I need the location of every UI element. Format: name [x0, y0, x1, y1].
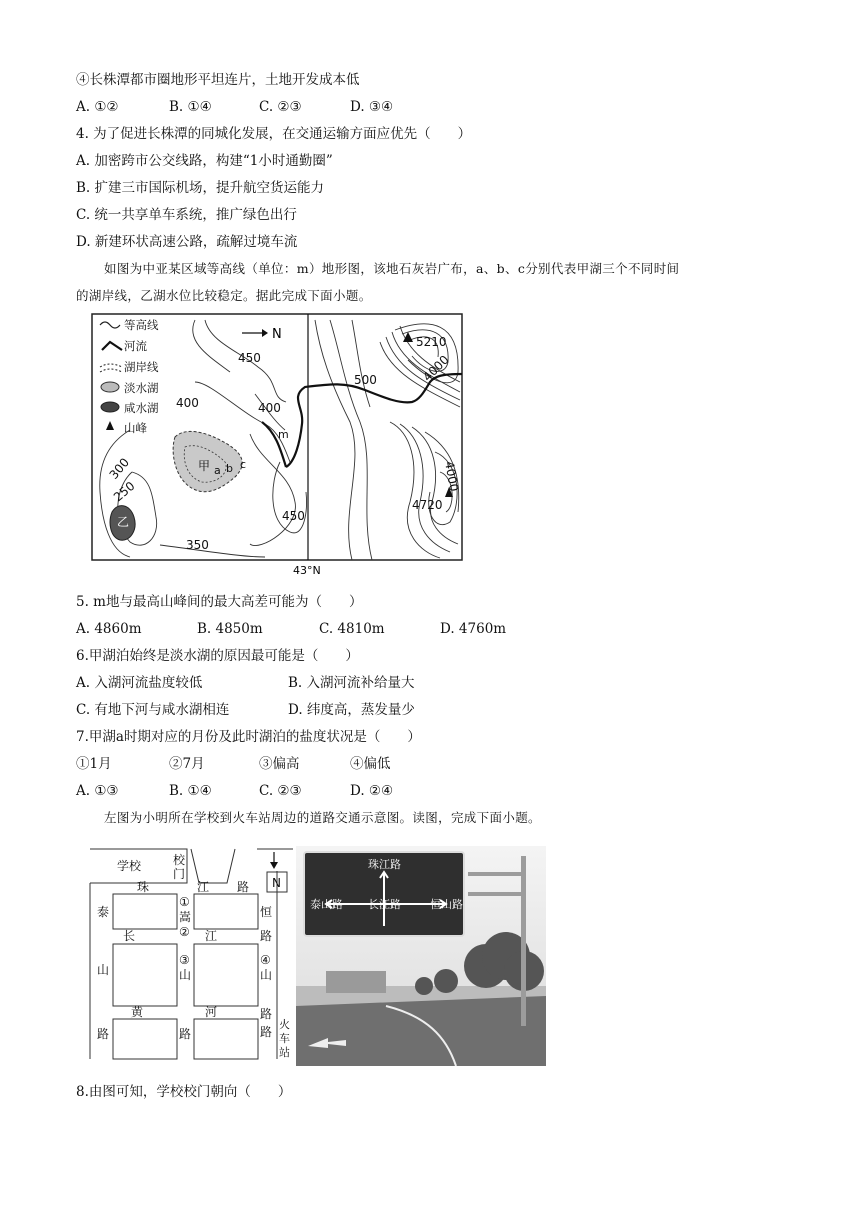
q5-stem: 5. m地与最高山峰间的最大高差可能为（ ）	[76, 594, 363, 610]
q7-stem: 7.甲湖a时期对应的月份及此时湖泊的盐度状况是（ ）	[76, 729, 421, 745]
school-label: 学校	[117, 859, 142, 873]
taishan-1: 泰	[97, 905, 110, 919]
sign-right: 恒山路	[430, 898, 463, 911]
heng-2: 路	[260, 929, 273, 943]
station-3: 站	[279, 1046, 290, 1059]
q7-item-3: ③偏高	[259, 756, 300, 772]
zhujiang-1: 珠	[137, 880, 150, 894]
legend-contour: 等高线	[124, 318, 159, 332]
q3-item-4: ④长株潭都市圈地形平坦连片，土地开发成本低	[76, 72, 360, 88]
shan3-1: ③	[179, 953, 190, 967]
heng-5: 路	[260, 1007, 273, 1021]
point-m: m	[278, 428, 289, 441]
q6-options-row2	[76, 701, 776, 719]
shan3-2: 山	[179, 968, 192, 982]
contour-300: 300	[106, 455, 133, 482]
q7-option-d[interactable]: D. ②④	[350, 783, 394, 799]
q3-option-b[interactable]: B. ①④	[169, 99, 212, 115]
shoreline-a: a	[214, 464, 221, 477]
q4-option-a[interactable]: A. 加密跨市公交线路，构建“1小时通勤圈”	[76, 153, 333, 169]
q7-item-4: ④偏低	[350, 756, 391, 772]
q7-option-c[interactable]: C. ②③	[259, 783, 302, 799]
q4-stem: 4. 为了促进长株潭的同城化发展，在交通运输方面应优先（ ）	[76, 126, 472, 142]
q6-option-a[interactable]: A. 入湖河流盐度较低	[76, 675, 203, 691]
shoreline-b: b	[226, 462, 233, 475]
sign-center: 长江路	[368, 898, 401, 911]
q3-option-a[interactable]: A. ①②	[76, 99, 119, 115]
huanghe-1: 黄	[131, 1005, 144, 1019]
q3-option-c[interactable]: C. ②③	[259, 99, 302, 115]
heng-6: 路	[260, 1025, 273, 1039]
intro-2-line-2: 的湖岸线，乙湖水位比较稳定。据此完成下面小题。	[76, 288, 372, 303]
q5-option-b[interactable]: B. 4850m	[197, 621, 263, 637]
intro-3: 左图为小明所在学校到火车站周边的道路交通示意图。读图，完成下面小题。	[104, 810, 541, 825]
q4-option-c[interactable]: C. 统一共享单车系统，推广绿色出行	[76, 207, 297, 223]
contour-250: 250	[110, 478, 138, 505]
gate-label-1: 校	[173, 853, 186, 867]
heng-3: ④	[260, 953, 271, 967]
legend-freshwater-lake: 淡水湖	[124, 381, 159, 395]
lake-jia-label: 甲	[198, 459, 211, 473]
station-2: 车	[279, 1032, 290, 1045]
q5-options	[76, 620, 776, 638]
gate-label-2: 门	[173, 867, 186, 881]
songshan-1: ①	[179, 895, 190, 909]
heng-4: 山	[260, 968, 273, 982]
q4-option-b[interactable]: B. 扩建三市国际机场，提升航空货运能力	[76, 180, 325, 196]
legend-river: 河流	[124, 339, 147, 353]
legend-shoreline: 湖岸线	[124, 360, 159, 374]
north-label-2: N	[272, 876, 281, 890]
north-label: N	[272, 327, 282, 342]
heng-1: 恒	[260, 905, 273, 919]
road-map	[87, 846, 297, 1066]
q7-item-1: ①1月	[76, 756, 112, 772]
legend-peak: 山峰	[124, 421, 147, 435]
songshan-2: 嵩	[179, 910, 192, 924]
q5-option-d[interactable]: D. 4760m	[440, 621, 507, 637]
q6-option-d[interactable]: D. 纬度高，蒸发量少	[288, 702, 415, 718]
station-1: 火	[279, 1018, 290, 1031]
shoreline-c: c	[240, 458, 247, 471]
zhujiang-3: 路	[237, 880, 250, 894]
q3-options	[76, 98, 776, 116]
lake-yi-label: 乙	[117, 515, 130, 529]
road-sign-photo	[296, 846, 546, 1066]
taishan-2: 山	[97, 963, 110, 977]
contour-4000-right: 4000	[442, 460, 462, 493]
changjiang-1: 长	[123, 929, 136, 943]
intro-2-line-1: 如图为中亚某区域等高线（单位：m）地形图，该地石灰岩广布，a、b、c分别代表甲湖三个不同时间	[104, 261, 680, 276]
sign-left: 泰山路	[310, 898, 343, 911]
contour-map	[90, 312, 466, 576]
contour-4000-top: 4000	[420, 352, 452, 385]
q7-item-2: ②7月	[169, 756, 205, 772]
taishan-3: 路	[97, 1027, 110, 1041]
q5-option-c[interactable]: C. 4810m	[319, 621, 385, 637]
latitude-label: 43°N	[293, 564, 321, 576]
q7-option-b[interactable]: B. ①④	[169, 783, 212, 799]
q3-option-d[interactable]: D. ③④	[350, 99, 394, 115]
q8-stem: 8.由图可知，学校校门朝向（ ）	[76, 1084, 292, 1100]
contour-400-mid: 400	[258, 401, 281, 415]
q6-stem: 6.甲湖泊始终是淡水湖的原因最可能是（ ）	[76, 648, 359, 664]
q6-option-b[interactable]: B. 入湖河流补给量大	[288, 675, 415, 691]
q5-option-a[interactable]: A. 4860m	[76, 621, 142, 637]
q6-option-c[interactable]: C. 有地下河与咸水湖相连	[76, 702, 230, 718]
contour-450-top: 450	[238, 351, 261, 365]
q7-option-a[interactable]: A. ①③	[76, 783, 119, 799]
contour-400-left: 400	[176, 396, 199, 410]
sign-top: 珠江路	[368, 858, 401, 871]
contour-350: 350	[186, 538, 209, 552]
q7-options	[76, 782, 776, 800]
changjiang-2: 江	[205, 929, 218, 943]
peak-5210: 5210	[416, 335, 447, 349]
q4-option-d[interactable]: D. 新建环状高速公路，疏解过境车流	[76, 234, 298, 250]
legend-saltwater-lake: 咸水湖	[124, 401, 159, 415]
huanghe-2: 河	[205, 1005, 218, 1019]
middle-road-lu: 路	[179, 1027, 192, 1041]
q7-items	[76, 755, 776, 773]
peak-4720: 4720	[412, 498, 443, 512]
contour-500: 500	[354, 373, 377, 387]
q6-options-row1	[76, 674, 776, 692]
zhujiang-2: 江	[197, 880, 210, 894]
songshan-3: ②	[179, 925, 190, 939]
contour-450-bottom: 450	[282, 509, 305, 523]
